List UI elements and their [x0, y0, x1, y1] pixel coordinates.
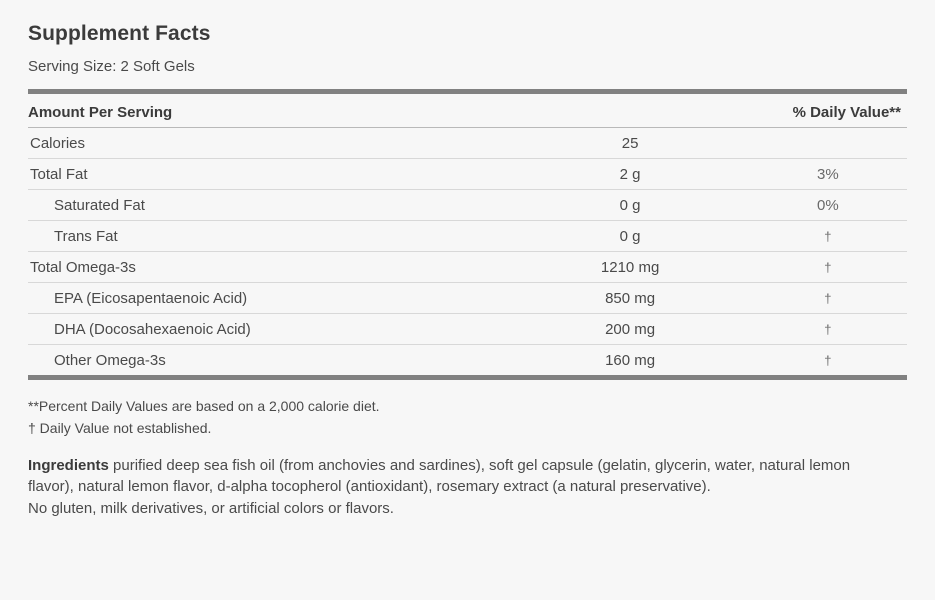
supplement-facts-table — [28, 89, 907, 380]
ingredients-text: purified deep sea fish oil (from anchovies and sardines), soft gel capsule (gelatin, glycerin, water, natural lemon flavor), natural lemon flavor, d-alpha tocopherol (antioxidant), rosemary extract (a natural preservative). — [28, 456, 851, 496]
nutrient-daily-value: † — [749, 314, 907, 345]
table-row — [28, 345, 907, 378]
nutrient-amount: 850 mg — [511, 283, 748, 314]
nutrient-name: Trans Fat — [28, 221, 511, 252]
nutrient-daily-value — [749, 128, 907, 159]
nutrient-name: Total Fat — [28, 159, 511, 190]
nutrient-amount: 25 — [511, 128, 748, 159]
nutrient-name: Calories — [28, 128, 511, 159]
nutrient-daily-value: † — [749, 221, 907, 252]
table-row — [28, 283, 907, 314]
nutrient-amount: 0 g — [511, 221, 748, 252]
table-row — [28, 159, 907, 190]
table-row — [28, 252, 907, 283]
nutrient-amount: 0 g — [511, 190, 748, 221]
nutrient-amount: 200 mg — [511, 314, 748, 345]
table-header-row — [28, 92, 907, 128]
page-title: Supplement Facts — [28, 22, 211, 45]
table-row — [28, 314, 907, 345]
nutrient-daily-value: 3% — [749, 159, 907, 190]
footnotes — [28, 396, 907, 439]
nutrient-amount: 160 mg — [511, 345, 748, 378]
ingredients-paragraph — [28, 455, 873, 499]
nutrient-daily-value: † — [749, 345, 907, 378]
nutrient-name: EPA (Eicosapentaenoic Acid) — [28, 283, 511, 314]
footnote-dagger: † Daily Value not established. — [28, 420, 212, 437]
nutrient-daily-value: 0% — [749, 190, 907, 221]
nutrient-daily-value: † — [749, 252, 907, 283]
nutrient-name: DHA (Docosahexaenoic Acid) — [28, 314, 511, 345]
serving-size: Serving Size: 2 Soft Gels — [28, 58, 195, 75]
column-header-daily-value: % Daily Value** — [749, 92, 907, 128]
nutrient-name: Saturated Fat — [28, 190, 511, 221]
allergen-statement: No gluten, milk derivatives, or artificial colors or flavors. — [28, 500, 394, 518]
footnote-percent-daily-value: **Percent Daily Values are based on a 2,000 calorie diet. — [28, 398, 380, 414]
column-header-spacer — [511, 92, 748, 128]
table-row — [28, 221, 907, 252]
table-row — [28, 128, 907, 159]
nutrient-amount: 2 g — [511, 159, 748, 190]
table-row — [28, 190, 907, 221]
nutrient-daily-value: † — [749, 283, 907, 314]
ingredients-label: Ingredients — [28, 456, 109, 474]
column-header-amount: Amount Per Serving — [28, 92, 511, 128]
nutrient-name: Other Omega-3s — [28, 345, 511, 378]
nutrient-name: Total Omega-3s — [28, 252, 511, 283]
nutrient-amount: 1210 mg — [511, 252, 748, 283]
